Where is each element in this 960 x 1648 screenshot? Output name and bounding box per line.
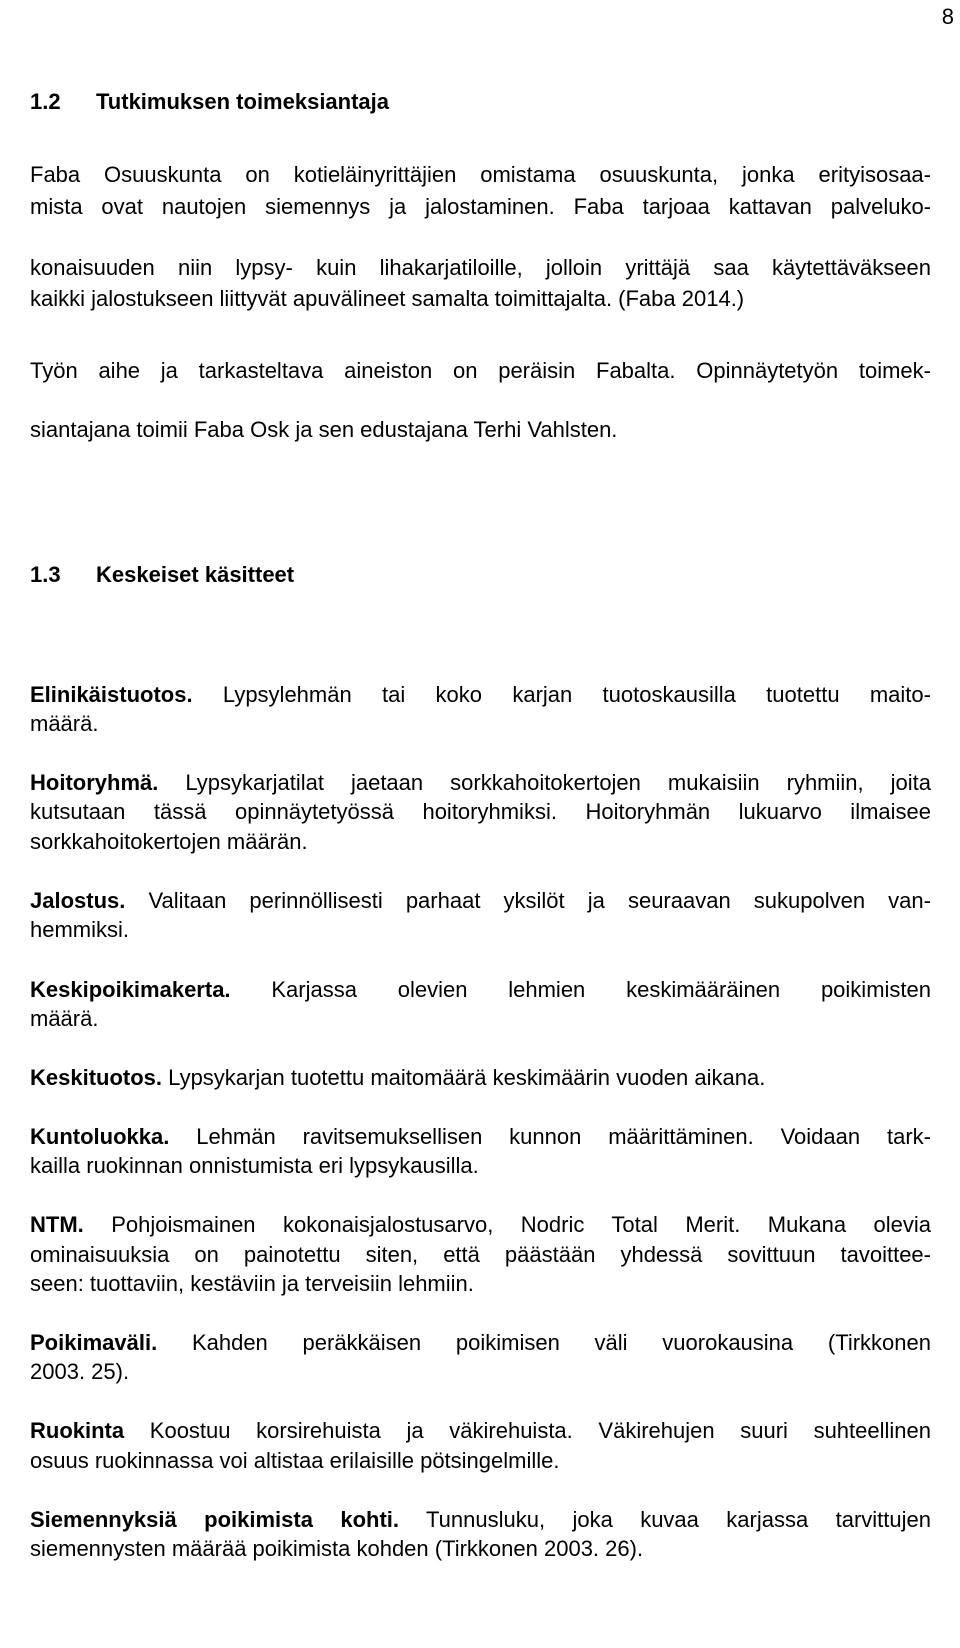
definition-line: 2003. 25). xyxy=(30,1359,130,1384)
paragraph-line: siantajana toimii Faba Osk ja sen edustajana Terhi Vahlsten. xyxy=(30,417,618,442)
definition-term: Hoitoryhmä. xyxy=(30,770,159,795)
paragraph-line: konaisuuden niin lypsy- kuin lihakarjatiloille, jolloin yrittäjä saa käytettäväkseen xyxy=(30,255,931,280)
definition-line: kutsutaan tässä opinnäytetyössä hoitoryhmiksi. Hoitoryhmän lukuarvo ilmaisee xyxy=(30,799,931,824)
section-title: Keskeiset käsitteet xyxy=(96,562,295,587)
definition-line: kailla ruokinnan onnistumista eri lypsykausilla. xyxy=(30,1153,479,1178)
definition-term: Siemennyksiä poikimista kohti. xyxy=(30,1507,400,1532)
definition-line: osuus ruokinnassa voi altistaa erilaisille pötsingelmille. xyxy=(30,1448,560,1473)
definition-line: hemmiksi. xyxy=(30,917,130,942)
definition-text: Karjassa olevien lehmien keskimääräinen poikimisten xyxy=(271,977,931,1002)
definition-text: Lypsykarjatilat jaetaan sorkkahoitokertojen mukaisiin ryhmiin, joita xyxy=(185,770,931,795)
definition-text: Lehmän ravitsemuksellisen kunnon määrittäminen. Voidaan tark- xyxy=(196,1124,931,1149)
definition-text: Tunnusluku, joka kuvaa karjassa tarvittujen xyxy=(426,1507,931,1532)
definition-text: Pohjoismainen kokonaisjalostusarvo, Nodric Total Merit. Mukana olevia xyxy=(111,1212,931,1237)
definition-term: Keskipoikimakerta. xyxy=(30,977,231,1002)
definition-first-line xyxy=(30,1330,931,1356)
definition-term: Jalostus. xyxy=(30,888,126,913)
definition-line: sorkkahoitokertojen määrän. xyxy=(30,829,308,854)
definition-text: Lypsylehmän tai koko karjan tuotoskausilla tuotettu maito- xyxy=(222,682,931,707)
section-title: Tutkimuksen toimeksiantaja xyxy=(96,89,390,114)
definition-term: Kuntoluokka. xyxy=(30,1124,170,1149)
section-heading-1-2 xyxy=(30,89,931,115)
section-number: 1.3 xyxy=(30,562,61,587)
definition-term: Poikimaväli. xyxy=(30,1330,158,1355)
definition-first-line xyxy=(30,888,931,914)
definition-term: Elinikäistuotos. xyxy=(30,682,193,707)
definition-line: ominaisuuksia on painotettu siten, että päästään yhdessä sovittuun tavoittee- xyxy=(30,1242,931,1267)
definition-line: määrä. xyxy=(30,711,99,736)
definition-first-line xyxy=(30,770,931,796)
definition-first-line xyxy=(30,682,931,708)
paragraph-line: kaikki jalostukseen liittyvät apuvälineet samalta toimittajalta. (Faba 2014.) xyxy=(30,286,745,311)
definition-text: Lypsykarjan tuotettu maitomäärä keskimäärin vuoden aikana. xyxy=(168,1065,766,1090)
paragraph-line: Työn aihe ja tarkasteltava aineiston on peräisin Fabalta. Opinnäytetyön toimek- xyxy=(30,358,931,383)
definition-first-line xyxy=(30,977,931,1003)
definition-text: Kahden peräkkäisen poikimisen väli vuorokausina (Tirkkonen xyxy=(191,1330,931,1355)
paragraph-line: mista ovat nautojen siemennys ja jalostaminen. Faba tarjoaa kattavan palveluko- xyxy=(30,194,931,219)
definition-line: seen: tuottaviin, kestäviin ja terveisiin lehmiin. xyxy=(30,1271,474,1296)
definition-line: siemennysten määrää poikimista kohden (Tirkkonen 2003. 26). xyxy=(30,1536,644,1561)
definition-first-line xyxy=(30,1124,931,1150)
definition-first-line xyxy=(30,1418,931,1444)
definition-first-line xyxy=(30,1507,931,1533)
definition-term: Ruokinta xyxy=(30,1418,125,1443)
definition-first-line xyxy=(30,1065,931,1091)
page-number: 8 xyxy=(941,4,954,29)
definition-term: NTM. xyxy=(30,1212,84,1237)
definition-text: Valitaan perinnöllisesti parhaat yksilöt ja seuraavan sukupolven van- xyxy=(148,888,931,913)
section-heading-1-3 xyxy=(30,562,931,588)
section-number: 1.2 xyxy=(30,89,61,114)
definition-text: Koostuu korsirehuista ja väkirehuista. Väkirehujen suuri suhteellinen xyxy=(149,1418,931,1443)
definition-term: Keskituotos. xyxy=(30,1065,163,1090)
definition-line: määrä. xyxy=(30,1006,99,1031)
paragraph-line: Faba Osuuskunta on kotieläinyrittäjien omistama osuuskunta, jonka erityisosaa- xyxy=(30,162,931,187)
definition-first-line xyxy=(30,1212,931,1238)
